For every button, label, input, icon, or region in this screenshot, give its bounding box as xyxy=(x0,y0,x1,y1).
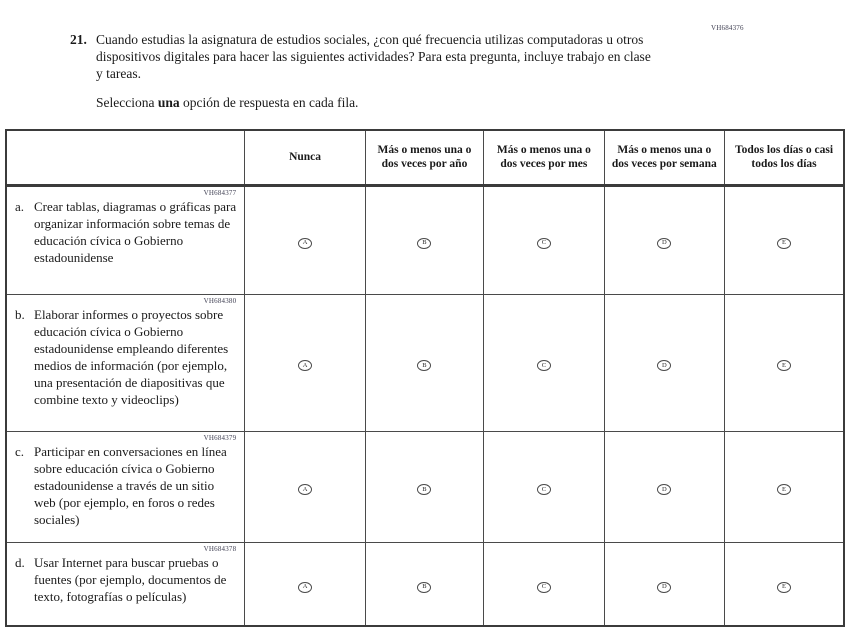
column-header-per-year: Más o menos una o dos veces por año xyxy=(365,130,483,185)
item-letter: d. xyxy=(15,554,25,570)
column-header-item xyxy=(6,130,245,185)
response-cell xyxy=(725,185,844,294)
response-cell xyxy=(484,185,604,294)
row-label-cell xyxy=(6,542,245,626)
question-text: Cuando estudias la asignatura de estudios sociales, ¿con qué frecuencia utilizas computadoras u otros dispositivos digitales para hacer las siguientes actividades? Para esta pregunta, incluye trabajo en clase y tareas. xyxy=(96,32,651,81)
response-cell xyxy=(245,431,365,542)
item-text: Elaborar informes o proyectos sobre educación cívica o Gobierno estadounidense empleando diferentes medios de información (por ejemplo, una presentación de diapositivas que combine texto y videoclips) xyxy=(34,306,229,407)
response-bubble-a-nunca[interactable]: A xyxy=(298,238,312,249)
instruction-suffix: opción de respuesta en cada fila. xyxy=(179,95,359,110)
response-bubble-b-per-month[interactable]: C xyxy=(537,360,551,371)
item-code: VH684380 xyxy=(203,296,237,305)
table-row-b xyxy=(6,294,844,431)
column-header-daily: Todos los días o casi todos los días xyxy=(725,130,844,185)
response-cell xyxy=(245,294,365,431)
response-cell xyxy=(604,185,724,294)
response-bubble-d-daily[interactable]: E xyxy=(777,582,791,593)
question-instruction xyxy=(96,94,655,111)
response-cell xyxy=(725,294,844,431)
question-number: 21. xyxy=(70,32,87,47)
item-text: Usar Internet para buscar pruebas o fuentes (por ejemplo, documentos de texto, fotografías o películas) xyxy=(34,554,227,604)
response-cell xyxy=(484,294,604,431)
response-bubble-b-daily[interactable]: E xyxy=(777,360,791,371)
response-cell xyxy=(245,542,365,626)
item-label xyxy=(15,554,238,605)
response-cell xyxy=(365,185,483,294)
item-label xyxy=(15,306,238,408)
instruction-prefix: Selecciona xyxy=(96,95,158,110)
response-bubble-a-per-week[interactable]: D xyxy=(657,238,671,249)
response-bubble-b-per-week[interactable]: D xyxy=(657,360,671,371)
item-code: VH684378 xyxy=(203,544,237,553)
row-label-cell xyxy=(6,185,245,294)
response-bubble-d-nunca[interactable]: A xyxy=(298,582,312,593)
response-cell xyxy=(604,294,724,431)
response-cell xyxy=(725,431,844,542)
response-bubble-d-per-year[interactable]: B xyxy=(417,582,431,593)
item-letter: c. xyxy=(15,443,25,459)
response-bubble-b-nunca[interactable]: A xyxy=(298,360,312,371)
response-bubble-c-daily[interactable]: E xyxy=(777,484,791,495)
column-header-nunca: Nunca xyxy=(245,130,365,185)
item-letter: b. xyxy=(15,306,25,322)
response-cell xyxy=(604,542,724,626)
response-bubble-a-per-month[interactable]: C xyxy=(537,238,551,249)
response-bubble-a-daily[interactable]: E xyxy=(777,238,791,249)
item-text: Crear tablas, diagramas o gráficas para organizar información sobre temas de educación cívica o Gobierno estadounidense xyxy=(34,198,237,265)
response-bubble-c-per-month[interactable]: C xyxy=(537,484,551,495)
response-bubble-c-nunca[interactable]: A xyxy=(298,484,312,495)
response-bubble-a-per-year[interactable]: B xyxy=(417,238,431,249)
table-row-a xyxy=(6,185,844,294)
response-cell xyxy=(484,431,604,542)
response-cell xyxy=(365,294,483,431)
item-label xyxy=(15,198,238,266)
response-cell xyxy=(365,431,483,542)
response-cell xyxy=(365,542,483,626)
column-header-per-week: Más o menos una o dos veces por semana xyxy=(604,130,724,185)
response-bubble-d-per-month[interactable]: C xyxy=(537,582,551,593)
row-label-cell xyxy=(6,431,245,542)
column-header-per-month: Más o menos una o dos veces por mes xyxy=(484,130,604,185)
header-row xyxy=(6,130,844,185)
item-text: Participar en conversaciones en línea sobre educación cívica o Gobierno estadounidense a través de un sitio web (por ejemplo, en foros o redes sociales) xyxy=(34,443,227,527)
instruction-bold-word: una xyxy=(157,95,180,110)
response-cell xyxy=(604,431,724,542)
item-letter: a. xyxy=(15,198,25,214)
response-bubble-c-per-week[interactable]: D xyxy=(657,484,671,495)
item-code: VH684379 xyxy=(203,433,237,442)
response-cell xyxy=(725,542,844,626)
table-row-c xyxy=(6,431,844,542)
table-row-d xyxy=(6,542,844,626)
response-bubble-d-per-week[interactable]: D xyxy=(657,582,671,593)
item-label xyxy=(15,443,238,528)
item-code: VH684377 xyxy=(203,188,237,197)
row-label-cell xyxy=(6,294,245,431)
response-cell xyxy=(245,185,365,294)
response-bubble-b-per-year[interactable]: B xyxy=(417,360,431,371)
question-accession-code: VH684376 xyxy=(711,24,744,32)
response-matrix-table xyxy=(5,129,845,627)
response-cell xyxy=(484,542,604,626)
response-bubble-c-per-year[interactable]: B xyxy=(417,484,431,495)
question-block xyxy=(70,31,655,111)
